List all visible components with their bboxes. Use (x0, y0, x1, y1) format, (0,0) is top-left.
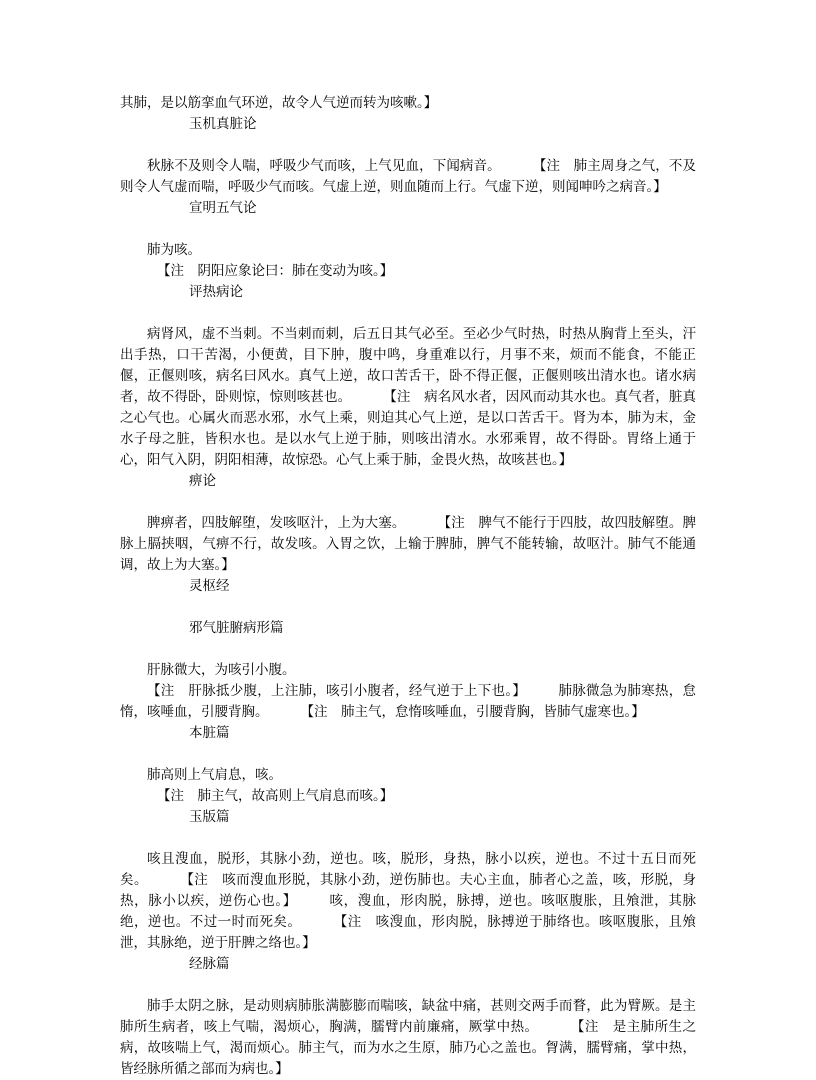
section-heading: 灵枢经 (189, 578, 230, 594)
paragraph-gap (120, 303, 696, 324)
section-heading: 评热病论 (189, 284, 243, 300)
annotation-text: 【注 肺主气，故高则上气肩息而咳。】 (157, 788, 394, 804)
section-heading: 玉机真脏论 (189, 116, 257, 132)
annotation-text: 【注 是主肺所生之病，故咳喘上气，渴而烦心。肺主气，而为水之生原，肺乃心之盖也。胷满，臑臂痛，掌中热，皆经脉所循之部而为病也。】 (120, 1019, 697, 1077)
body-text: 脾痹者，四肢解堕，发咳呕汁，上为大塞。 (147, 515, 406, 531)
document-page (120, 93, 696, 1080)
paragraph (120, 324, 696, 471)
paragraph (120, 240, 696, 261)
paragraph-gap (120, 828, 696, 849)
body-text: 肺为咳。 (147, 242, 201, 258)
body-text: 其肺，是以筋挛血气环逆，故令人气逆而转为咳嗽。】 (120, 95, 438, 111)
paragraph (120, 786, 696, 807)
paragraph (120, 513, 696, 576)
paragraph (120, 660, 696, 681)
annotation-text: 【注 肺主周身之气，不及则令人气虚而喘，呼吸少气而咳。气虚上逆，则血随而上行。气虚下逆，则闻呻吟之病音。】 (120, 158, 697, 195)
body-text: 秋脉不及则令人喘，呼吸少气而咳，上气见血，下闻病音。 (147, 158, 501, 174)
section-heading: 邪气脏腑病形篇 (189, 620, 284, 636)
annotation-text: 【注 阴阳应象论曰：肺在变动为咳。】 (157, 263, 394, 279)
section-heading: 本脏篇 (189, 725, 230, 741)
body-text: 肺手太阴之脉，是动则病肺胀满膨膨而喘咳，缺盆中痛，甚则交两手而瞀，此为臂厥。是主肺所生病者，咳上气喘，渴烦心，胸满，臑臂内前廉痛，厥掌中热。 (120, 998, 696, 1035)
body-text: 病肾风，虚不当刺。不当刺而刺，后五日其气必至。至必少气时热，时热从胸背上至头，汗出手热，口干苦渴，小便黄，目下肿，腹中鸣，身重难以行，月事不来，烦而不能食，不能正偃，正偃则咳，病名曰风水。真气上逆，故口苦舌干，卧不得正偃，正偃则咳出清水也。诸水病者，故不得卧，卧则惊，惊则咳甚也。 (120, 326, 696, 405)
annotation-text: 【注 咳溲血，形肉脱，脉搏逆于肺络也。咳呕腹胀，且飧泄，其脉绝，逆于肝脾之络也。】 (120, 914, 697, 951)
section-heading: 经脉篇 (189, 956, 230, 972)
annotation-text: 【注 咳而溲血形脱，其脉小劲，逆伤肺也。夫心主血，肺者心之盖，咳，形脱，身热，脉小以疾，逆伤心也。】 (120, 872, 697, 909)
paragraph-gap (120, 639, 696, 660)
paragraph-gap (120, 219, 696, 240)
annotation-text: 【注 病名风水者，因风而动其水也。真气者，脏真之心气也。心属火而恶水邪，水气上乘，则迫其心气上逆，是以口苦舌干。肾为本，肺为末，金水子母之脏，皆积水也。是以水气上逆于肺，则咳出清水。水邪乘胃，故不得卧。胃络上通于心，阳气入阴，阴阳相薄，故惊恐。心气上乘于肺，金畏火热，故咳甚也。】 (120, 389, 697, 468)
paragraph (120, 765, 696, 786)
body-text: 肺高则上气肩息，咳。 (147, 767, 282, 783)
body-text: 咳且溲血，脱形，其脉小劲，逆也。咳，脱形，身热，脉小以疾，逆也。不过十五日而死矣。 (120, 851, 696, 888)
annotation-text: 【注 脾气不能行于四肢，故四肢解堕。脾脉上膈挟咽，气痹不行，故发咳。入胃之饮，上输于脾肺，脾气不能转输，故呕汁。肺气不能通调，故上为大塞。】 (120, 515, 696, 573)
paragraph-gap (120, 135, 696, 156)
annotation-text: 【注 肺主气，怠惰咳唾血，引腰背胸，皆肺气虚寒也。】 (300, 704, 645, 720)
body-text: 肝脉微大，为咳引小腹。 (147, 662, 296, 678)
annotation-text: 【注 肝脉抵少腹，上注肺，咳引小腹者，经气逆于上下也。】 (147, 683, 527, 699)
section-heading: 宣明五气论 (189, 200, 257, 216)
body-text: 肺脉微急为肺寒热，怠惰，咳唾血，引腰背胸。 (120, 683, 697, 720)
paragraph (120, 681, 696, 723)
paragraph (120, 261, 696, 282)
section-heading: 玉版篇 (189, 809, 230, 825)
paragraph-gap (120, 492, 696, 513)
paragraph (120, 93, 696, 114)
paragraph-gap (120, 744, 696, 765)
paragraph (120, 996, 696, 1080)
paragraph (120, 849, 696, 954)
paragraph-gap (120, 975, 696, 996)
paragraph-gap (120, 597, 696, 618)
body-text: 咳，溲血，形肉脱，脉搏，逆也。咳呕腹胀，且飧泄，其脉绝，逆也。不过一时而死矣。 (120, 893, 697, 930)
paragraph (120, 156, 696, 198)
section-heading: 痹论 (189, 473, 216, 489)
